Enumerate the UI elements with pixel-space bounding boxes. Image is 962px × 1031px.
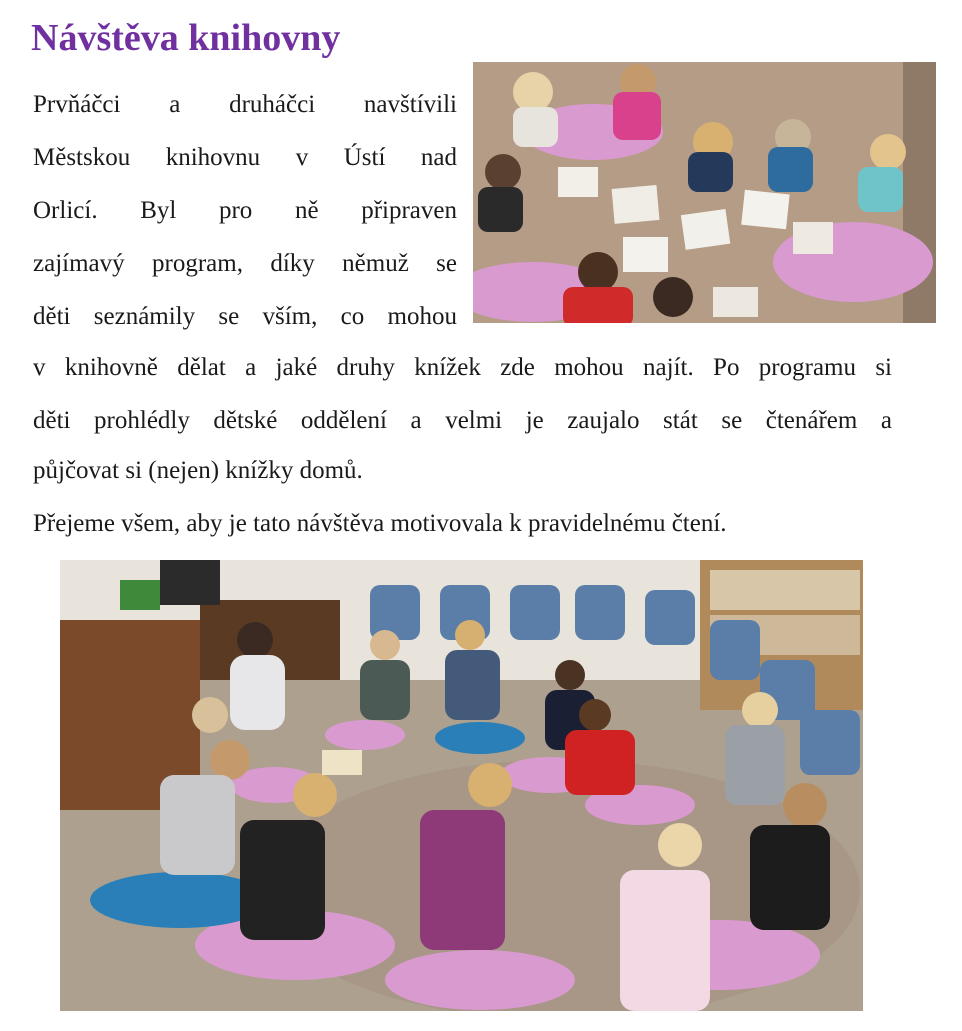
paragraph-line: Orlicí. Byl pro ně připraven: [33, 197, 457, 224]
paragraph-line: Prvňáčci a druháčci navštívili: [33, 91, 457, 118]
closing-line: Přejeme všem, aby je tato návštěva motivovala k pravidelnému čtení.: [33, 510, 727, 537]
children-sitting-in-circle-photo: [60, 560, 863, 1011]
paragraph-line: půjčovat si (nejen) knížky domů.: [33, 457, 363, 484]
article-title: Návštěva knihovny: [31, 17, 341, 59]
paragraph-line: děti prohlédly dětské oddělení a velmi je zaujalo stát se čtenářem a: [33, 407, 892, 434]
children-reading-worksheets-photo: [473, 62, 936, 323]
paragraph-line: v knihovně dělat a jaké druhy knížek zde mohou najít. Po programu si: [33, 354, 892, 381]
paragraph-line: zajímavý program, díky němuž se: [33, 250, 457, 277]
paragraph-line: děti seznámily se vším, co mohou: [33, 303, 457, 330]
paragraph-line: Městskou knihovnu v Ústí nad: [33, 144, 457, 171]
